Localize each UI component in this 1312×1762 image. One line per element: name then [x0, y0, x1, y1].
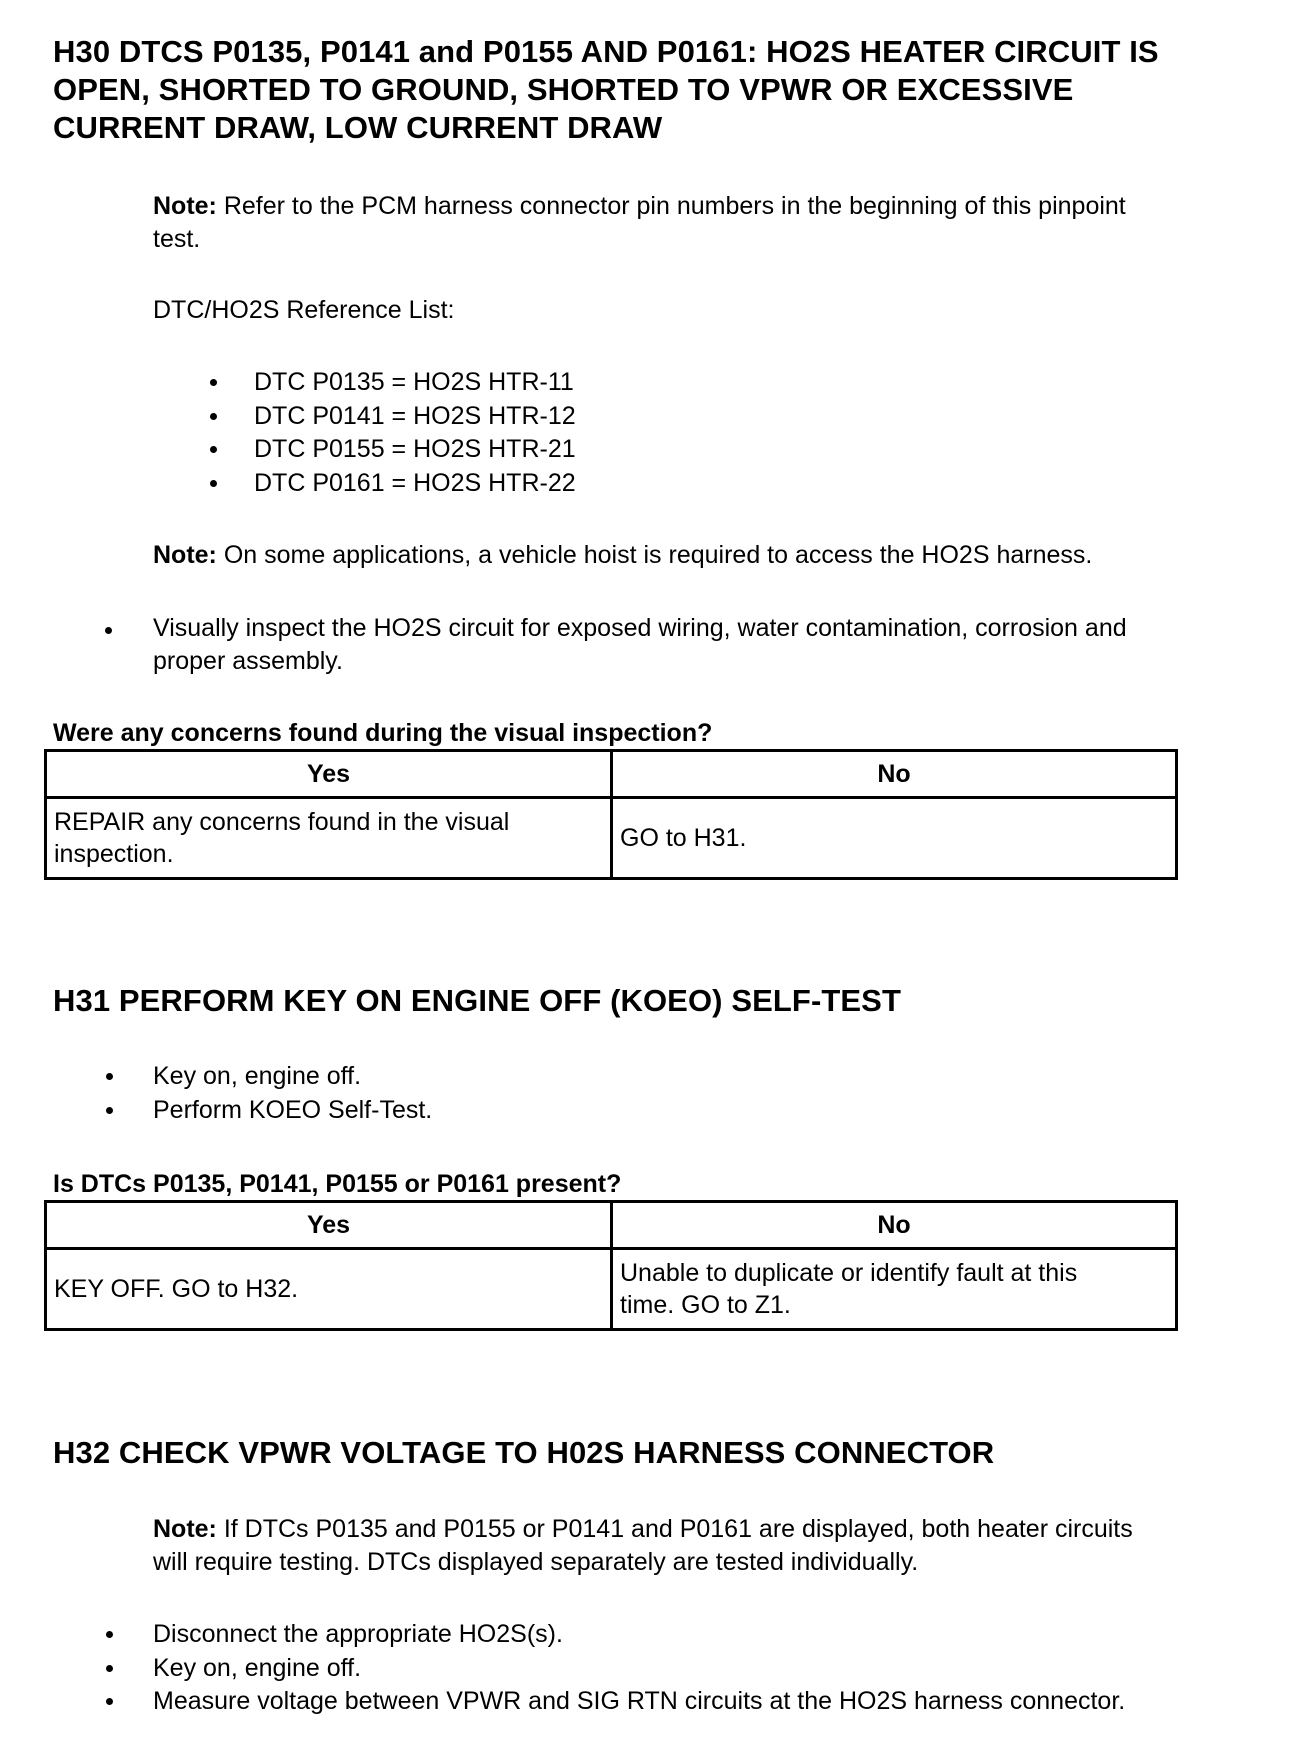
- note-text: test.: [153, 225, 201, 253]
- h30-title-line: OPEN, SHORTED TO GROUND, SHORTED TO VPWR OR EXCESSIVE: [53, 72, 1074, 107]
- h30-title-line: H30 DTCS P0135, P0141 and P0155 AND P0161: HO2S HEATER CIRCUIT IS: [53, 34, 1159, 69]
- list-item: Disconnect the appropriate HO2S(s).: [153, 1618, 1125, 1652]
- note-label: Note:: [153, 541, 217, 569]
- h30-title-line: CURRENT DRAW, LOW CURRENT DRAW: [53, 110, 663, 145]
- h30-ref-list-title: DTC/HO2S Reference List:: [153, 296, 455, 324]
- h30-question: Were any concerns found during the visual inspection?: [53, 719, 713, 747]
- yes-header: Yes: [46, 1202, 612, 1249]
- h30-title: [53, 33, 1159, 147]
- h30-note-pin-numbers: [153, 190, 1126, 256]
- h31-steps: [153, 1060, 432, 1127]
- note-label: Note:: [153, 1515, 217, 1543]
- yes-action: REPAIR any concerns found in the visual inspection.: [46, 798, 612, 879]
- list-item: DTC P0161 = HO2S HTR-22: [254, 467, 576, 501]
- h30-ref-list: [254, 366, 576, 500]
- list-item: Measure voltage between VPWR and SIG RTN circuits at the HO2S harness connector.: [153, 1685, 1125, 1719]
- list-item: DTC P0155 = HO2S HTR-21: [254, 433, 576, 467]
- h32-steps: [153, 1618, 1125, 1719]
- note-label: Note:: [153, 192, 217, 220]
- list-item: DTC P0141 = HO2S HTR-12: [254, 400, 576, 434]
- yes-header: Yes: [46, 751, 612, 798]
- note-text: On some applications, a vehicle hoist is required to access the HO2S harness.: [216, 541, 1093, 569]
- list-item: Perform KOEO Self-Test.: [153, 1094, 432, 1128]
- note-text: will require testing. DTCs displayed separately are tested individually.: [153, 1548, 919, 1576]
- note-text: Refer to the PCM harness connector pin numbers in the beginning of this pinpoint: [216, 192, 1126, 220]
- h31-title: H31 PERFORM KEY ON ENGINE OFF (KOEO) SELF-TEST: [53, 983, 901, 1018]
- h30-step-text: Visually inspect the HO2S circuit for exposed wiring, water contamination, corrosion and proper assembly.: [153, 614, 1127, 675]
- no-action: Unable to duplicate or identify fault at this time. GO to Z1.: [612, 1249, 1177, 1330]
- list-item: Key on, engine off.: [153, 1652, 1125, 1686]
- h32-note: [153, 1513, 1133, 1579]
- no-action: GO to H31.: [612, 798, 1177, 879]
- list-item: Key on, engine off.: [153, 1060, 432, 1094]
- h30-decision-table: [44, 749, 1178, 880]
- yes-action: KEY OFF. GO to H32.: [46, 1249, 612, 1330]
- h32-title: H32 CHECK VPWR VOLTAGE TO H02S HARNESS CONNECTOR: [53, 1435, 995, 1470]
- h31-question: Is DTCs P0135, P0141, P0155 or P0161 present?: [53, 1170, 622, 1198]
- list-item: DTC P0135 = HO2S HTR-11: [254, 366, 576, 400]
- h31-decision-table: [44, 1200, 1178, 1331]
- no-header: No: [612, 1202, 1177, 1249]
- note-text: If DTCs P0135 and P0155 or P0141 and P0161 are displayed, both heater circuits: [216, 1515, 1133, 1543]
- h30-note-hoist: [153, 539, 1092, 572]
- no-header: No: [612, 751, 1177, 798]
